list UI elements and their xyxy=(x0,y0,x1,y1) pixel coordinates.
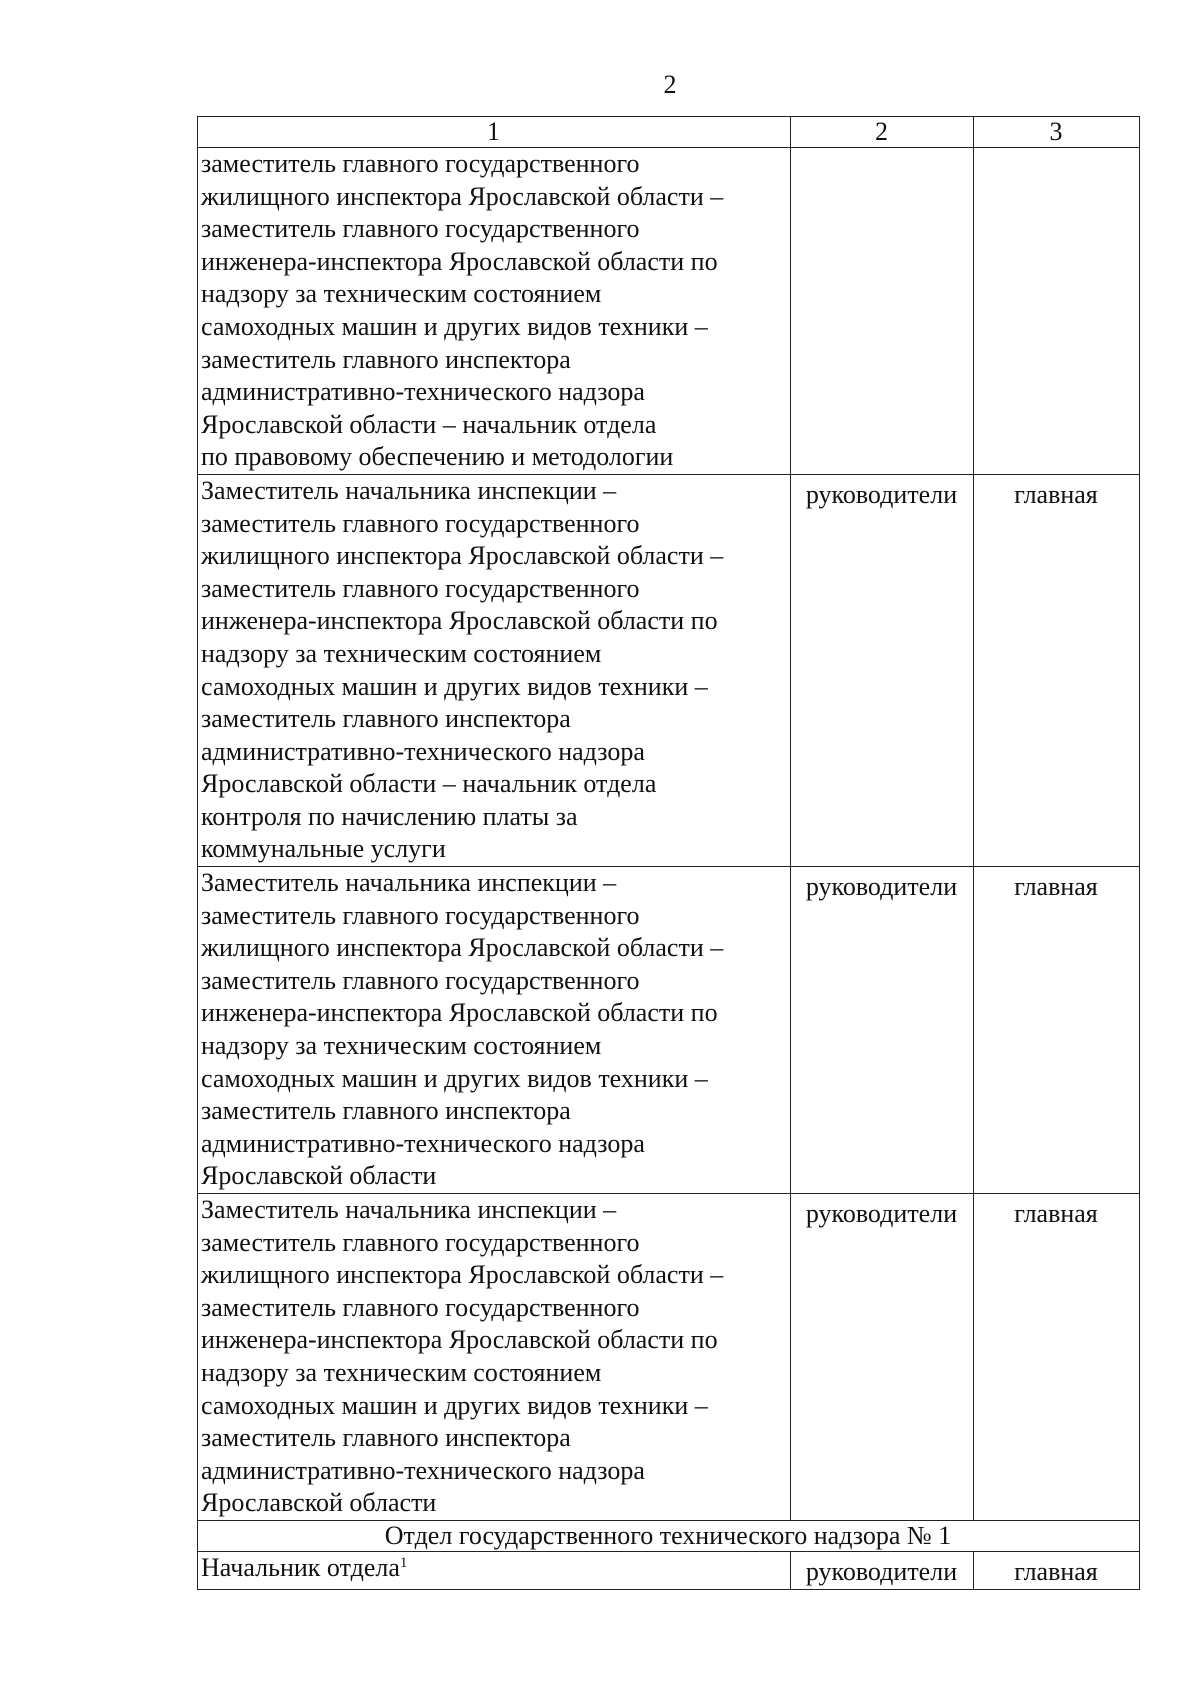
table-header-row xyxy=(198,117,1140,148)
group-cell: главная xyxy=(974,1551,1140,1589)
position-text: Начальник отдела xyxy=(201,1552,400,1582)
column-header-3: 3 xyxy=(974,117,1140,148)
position-cell: Заместитель начальника инспекции – заместитель главного государственного жилищного инспектора Ярославской области – заместитель главного государственного инженера-инспектора Ярославской области по надзору за техническим состоянием самоходных машин и других видов техники – заместитель главного инспектора административно-технического надзора Ярославской области – начальник отдела контроля по начислению платы за коммунальные услуги xyxy=(198,474,791,866)
column-header-2: 2 xyxy=(791,117,974,148)
column-header-1: 1 xyxy=(198,117,791,148)
table-row xyxy=(198,1194,1140,1521)
positions-table xyxy=(197,116,1140,1590)
group-cell: главная xyxy=(974,1194,1140,1521)
position-cell xyxy=(198,1551,791,1589)
page-number: 2 xyxy=(663,70,677,99)
category-cell: руководители xyxy=(791,474,974,866)
table-row xyxy=(198,148,1140,475)
category-cell: руководители xyxy=(791,1551,974,1589)
category-cell xyxy=(791,148,974,475)
category-cell: руководители xyxy=(791,867,974,1194)
table-row xyxy=(198,474,1140,866)
group-cell: главная xyxy=(974,867,1140,1194)
position-cell: Заместитель начальника инспекции – заместитель главного государственного жилищного инспектора Ярославской области – заместитель главного государственного инженера-инспектора Ярославской области по надзору за техническим состоянием самоходных машин и других видов техники – заместитель главного инспектора административно-технического надзора Ярославской области xyxy=(198,1194,791,1521)
section-title: Отдел государственного технического надзора № 1 xyxy=(198,1520,1140,1551)
group-cell: главная xyxy=(974,474,1140,866)
category-cell: руководители xyxy=(791,1194,974,1521)
position-cell: заместитель главного государственного жилищного инспектора Ярославской области – заместитель главного государственного инженера-инспектора Ярославской области по надзору за техническим состоянием самоходных машин и других видов техники – заместитель главного инспектора административно-технического надзора Ярославской области – начальник отдела по правовому обеспечению и методологии xyxy=(198,148,791,475)
table-row xyxy=(198,1551,1140,1589)
position-cell: Заместитель начальника инспекции – заместитель главного государственного жилищного инспектора Ярославской области – заместитель главного государственного инженера-инспектора Ярославской области по надзору за техническим состоянием самоходных машин и других видов техники – заместитель главного инспектора административно-технического надзора Ярославской области xyxy=(198,867,791,1194)
section-header-row xyxy=(198,1520,1140,1551)
footnote-mark: 1 xyxy=(399,1554,408,1571)
group-cell xyxy=(974,148,1140,475)
table-row xyxy=(198,867,1140,1194)
